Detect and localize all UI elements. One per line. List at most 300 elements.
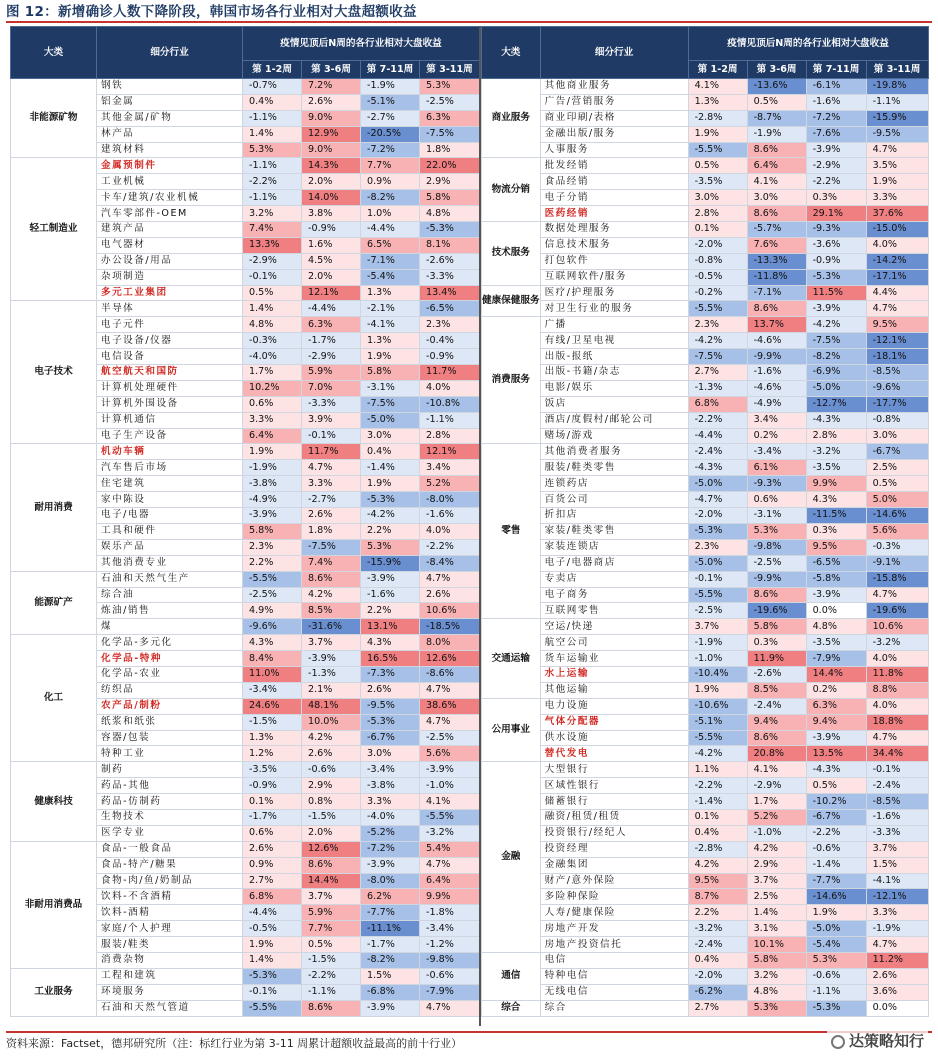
return-cell-period-4: 5.4% <box>420 841 480 857</box>
return-cell-period-3: -5.8% <box>806 571 866 587</box>
return-cell-period-3: -3.9% <box>806 142 866 158</box>
page-title: 图 12：新增确诊人数下降阶段，韩国市场各行业相对大盘超额收益 <box>6 2 932 23</box>
subindustry-cell: 投资银行/经纪人 <box>540 825 688 841</box>
subindustry-cell: 电子商务 <box>540 587 688 603</box>
return-cell-period-4: -1.6% <box>866 809 928 825</box>
return-cell-period-2: -9.3% <box>747 476 806 492</box>
return-cell-period-4: 2.6% <box>420 587 480 603</box>
table-row <box>482 984 929 1000</box>
return-cell-period-3: 2.2% <box>361 523 420 539</box>
return-cell-period-1: 1.4% <box>243 126 302 142</box>
return-cell-period-3: 0.5% <box>806 778 866 794</box>
return-cell-period-1: 4.8% <box>243 317 302 333</box>
return-cell-period-1: 1.9% <box>243 444 302 460</box>
return-cell-period-2: -1.9% <box>747 126 806 142</box>
return-cell-period-1: 5.3% <box>243 142 302 158</box>
return-cell-period-4: -1.2% <box>420 937 480 953</box>
subindustry-cell: 大型银行 <box>540 762 688 778</box>
subindustry-cell: 其他消费专业 <box>97 555 243 571</box>
table-row <box>482 539 929 555</box>
return-cell-period-3: 2.8% <box>806 428 866 444</box>
return-cell-period-4: -2.4% <box>866 778 928 794</box>
return-cell-period-1: -0.2% <box>688 285 747 301</box>
subindustry-cell: 互联网软件/服务 <box>540 269 688 285</box>
return-cell-period-2: 3.2% <box>747 968 806 984</box>
category-cell: 通信 <box>482 952 541 1000</box>
return-cell-period-1: 4.9% <box>243 603 302 619</box>
subindustry-cell: 电子设备/仪器 <box>97 333 243 349</box>
return-cell-period-4: -12.1% <box>866 889 928 905</box>
return-cell-period-4: 3.6% <box>866 984 928 1000</box>
return-cell-period-4: 2.5% <box>866 460 928 476</box>
return-cell-period-3: -1.9% <box>361 79 420 95</box>
return-cell-period-1: 6.8% <box>243 889 302 905</box>
table-row <box>482 396 929 412</box>
return-cell-period-1: -1.5% <box>243 714 302 730</box>
return-cell-period-2: -2.7% <box>302 492 361 508</box>
return-cell-period-3: -2.9% <box>806 158 866 174</box>
return-cell-period-2: 7.6% <box>747 237 806 253</box>
return-cell-period-2: 5.9% <box>302 365 361 381</box>
return-cell-period-2: -1.0% <box>747 825 806 841</box>
return-cell-period-3: -7.5% <box>361 396 420 412</box>
return-cell-period-4: -17.7% <box>866 396 928 412</box>
table-row <box>482 380 929 396</box>
return-cell-period-2: 8.5% <box>747 682 806 698</box>
category-cell: 非耐用消费品 <box>11 841 97 968</box>
table-row <box>482 746 929 762</box>
subindustry-cell: 家庭/个人护理 <box>97 921 243 937</box>
subindustry-cell: 住宅建筑 <box>97 476 243 492</box>
return-cell-period-4: -3.3% <box>866 825 928 841</box>
return-cell-period-1: 0.4% <box>688 825 747 841</box>
return-cell-period-3: 2.2% <box>361 603 420 619</box>
return-cell-period-3: 2.6% <box>361 682 420 698</box>
return-cell-period-4: 10.6% <box>866 619 928 635</box>
return-cell-period-3: -15.9% <box>361 555 420 571</box>
return-cell-period-1: -7.5% <box>688 349 747 365</box>
return-cell-period-3: -2.7% <box>361 110 420 126</box>
return-cell-period-2: -3.9% <box>302 651 361 667</box>
subindustry-cell: 半导体 <box>97 301 243 317</box>
return-cell-period-3: -12.7% <box>806 396 866 412</box>
return-cell-period-3: -1.6% <box>806 94 866 110</box>
subindustry-cell: 无线电信 <box>540 984 688 1000</box>
subindustry-cell: 广告/营销服务 <box>540 94 688 110</box>
return-cell-period-1: 0.4% <box>688 952 747 968</box>
return-cell-period-2: -7.1% <box>747 285 806 301</box>
return-cell-period-1: -1.9% <box>243 460 302 476</box>
return-cell-period-2: 0.3% <box>747 635 806 651</box>
subindustry-cell: 煤 <box>97 619 243 635</box>
return-cell-period-1: -1.1% <box>243 110 302 126</box>
return-cell-period-3: -7.6% <box>806 126 866 142</box>
return-cell-period-1: -2.4% <box>688 444 747 460</box>
return-cell-period-2: 3.0% <box>747 190 806 206</box>
return-cell-period-3: 7.7% <box>361 158 420 174</box>
return-cell-period-4: 8.0% <box>420 635 480 651</box>
subindustry-cell: 其他消费者服务 <box>540 444 688 460</box>
return-cell-period-4: 2.6% <box>866 968 928 984</box>
category-cell: 零售 <box>482 444 541 619</box>
subindustry-cell: 化学品-多元化 <box>97 635 243 651</box>
table-row <box>11 301 480 317</box>
return-cell-period-4: -15.9% <box>866 110 928 126</box>
subindustry-cell: 卡车/建筑/农业机械 <box>97 190 243 206</box>
return-cell-period-4: 5.6% <box>866 523 928 539</box>
return-cell-period-3: 1.3% <box>361 285 420 301</box>
return-cell-period-2: 7.4% <box>302 555 361 571</box>
return-cell-period-3: -2.2% <box>806 174 866 190</box>
category-cell: 金融 <box>482 762 541 953</box>
return-cell-period-4: 0.0% <box>866 1000 928 1016</box>
subindustry-cell: 航空航天和国防 <box>97 365 243 381</box>
return-cell-period-3: -5.3% <box>806 1000 866 1016</box>
return-cell-period-1: 1.7% <box>243 365 302 381</box>
return-cell-period-2: 6.3% <box>302 317 361 333</box>
return-cell-period-3: -3.9% <box>806 730 866 746</box>
return-cell-period-3: -3.9% <box>361 1000 420 1016</box>
return-cell-period-3: -7.7% <box>806 873 866 889</box>
table-row <box>482 571 929 587</box>
return-cell-period-3: -8.2% <box>361 190 420 206</box>
return-cell-period-2: -7.5% <box>302 539 361 555</box>
return-cell-period-1: -3.9% <box>243 508 302 524</box>
return-cell-period-1: -4.7% <box>688 492 747 508</box>
subindustry-cell: 医疗/护理服务 <box>540 285 688 301</box>
subindustry-cell: 货车运输业 <box>540 651 688 667</box>
return-cell-period-4: -0.8% <box>866 412 928 428</box>
return-cell-period-2: 2.9% <box>747 857 806 873</box>
return-cell-period-1: 4.2% <box>688 857 747 873</box>
subindustry-cell: 对卫生行业的服务 <box>540 301 688 317</box>
return-cell-period-2: 3.8% <box>302 206 361 222</box>
return-cell-period-2: 5.3% <box>747 1000 806 1016</box>
return-cell-period-4: -15.8% <box>866 571 928 587</box>
return-cell-period-2: 5.2% <box>747 809 806 825</box>
return-cell-period-1: 2.2% <box>688 905 747 921</box>
return-cell-period-1: 2.7% <box>688 1000 747 1016</box>
return-cell-period-4: -8.0% <box>420 492 480 508</box>
subindustry-cell: 专卖店 <box>540 571 688 587</box>
return-cell-period-3: -8.0% <box>361 873 420 889</box>
subindustry-cell: 生物技术 <box>97 809 243 825</box>
return-cell-period-2: 8.6% <box>747 587 806 603</box>
return-cell-period-4: 3.5% <box>866 158 928 174</box>
return-cell-period-1: 0.9% <box>243 857 302 873</box>
return-cell-period-3: 0.9% <box>361 174 420 190</box>
return-cell-period-2: -2.6% <box>747 666 806 682</box>
return-cell-period-3: 0.3% <box>806 190 866 206</box>
return-cell-period-4: 8.8% <box>866 682 928 698</box>
return-cell-period-2: -2.9% <box>747 778 806 794</box>
header-subindustry: 细分行业 <box>97 27 243 79</box>
subindustry-cell: 容器/包装 <box>97 730 243 746</box>
subindustry-cell: 机动车辆 <box>97 444 243 460</box>
return-cell-period-3: 0.4% <box>361 444 420 460</box>
header-period-4: 第 3-11周 <box>420 61 480 79</box>
return-cell-period-2: 12.6% <box>302 841 361 857</box>
return-cell-period-2: 10.1% <box>747 937 806 953</box>
return-cell-period-4: -8.6% <box>420 666 480 682</box>
return-cell-period-2: 6.1% <box>747 460 806 476</box>
return-cell-period-2: -2.9% <box>302 349 361 365</box>
return-cell-period-3: -10.2% <box>806 794 866 810</box>
return-cell-period-1: -5.5% <box>688 587 747 603</box>
return-cell-period-1: 5.8% <box>243 523 302 539</box>
return-cell-period-4: -1.0% <box>420 778 480 794</box>
return-cell-period-1: 9.5% <box>688 873 747 889</box>
return-cell-period-3: 0.0% <box>806 603 866 619</box>
table-row <box>482 794 929 810</box>
return-cell-period-1: 2.3% <box>243 539 302 555</box>
return-cell-period-3: -1.1% <box>806 984 866 1000</box>
return-cell-period-2: 2.9% <box>302 778 361 794</box>
return-cell-period-4: -9.8% <box>420 952 480 968</box>
subindustry-cell: 家中陈设 <box>97 492 243 508</box>
table-row <box>482 222 929 238</box>
return-cell-period-4: 6.3% <box>420 110 480 126</box>
return-cell-period-1: -2.0% <box>688 508 747 524</box>
return-cell-period-4: -1.6% <box>420 508 480 524</box>
return-cell-period-4: -1.1% <box>420 412 480 428</box>
header-period-1: 第 1-2周 <box>243 61 302 79</box>
return-cell-period-4: -1.9% <box>866 921 928 937</box>
return-cell-period-1: -5.0% <box>688 555 747 571</box>
return-cell-period-3: -6.9% <box>806 365 866 381</box>
subindustry-cell: 服装/鞋类 <box>97 937 243 953</box>
subindustry-cell: 互联网零售 <box>540 603 688 619</box>
return-cell-period-4: 0.5% <box>866 476 928 492</box>
return-cell-period-1: 8.7% <box>688 889 747 905</box>
return-cell-period-1: -1.1% <box>243 190 302 206</box>
return-cell-period-1: -2.0% <box>688 968 747 984</box>
return-cell-period-3: -1.4% <box>361 460 420 476</box>
return-cell-period-2: 7.0% <box>302 380 361 396</box>
return-cell-period-2: 4.2% <box>747 841 806 857</box>
table-row <box>482 1000 929 1016</box>
return-cell-period-2: 8.6% <box>747 206 806 222</box>
table-row <box>482 460 929 476</box>
subindustry-cell: 电力设施 <box>540 698 688 714</box>
subindustry-cell: 石油和天然气生产 <box>97 571 243 587</box>
return-cell-period-4: 3.4% <box>420 460 480 476</box>
return-cell-period-4: 2.9% <box>420 174 480 190</box>
return-cell-period-3: -7.3% <box>361 666 420 682</box>
category-cell: 物流分销 <box>482 158 541 222</box>
return-cell-period-4: -8.5% <box>866 365 928 381</box>
return-cell-period-1: -5.0% <box>688 476 747 492</box>
return-cell-period-2: 8.5% <box>302 603 361 619</box>
table-row <box>11 444 480 460</box>
return-cell-period-3: 1.9% <box>806 905 866 921</box>
return-cell-period-1: -2.5% <box>688 603 747 619</box>
return-cell-period-1: -0.7% <box>243 79 302 95</box>
return-cell-period-4: -9.6% <box>866 380 928 396</box>
return-cell-period-3: -5.0% <box>806 921 866 937</box>
return-cell-period-4: 5.8% <box>420 190 480 206</box>
return-cell-period-1: 4.3% <box>243 635 302 651</box>
return-cell-period-4: 4.4% <box>866 285 928 301</box>
return-cell-period-4: 4.0% <box>420 523 480 539</box>
return-cell-period-4: -7.5% <box>420 126 480 142</box>
return-cell-period-3: -5.1% <box>361 94 420 110</box>
return-cell-period-3: -6.5% <box>806 555 866 571</box>
subindustry-cell: 投资经理 <box>540 841 688 857</box>
subindustry-cell: 出版-报纸 <box>540 349 688 365</box>
subindustry-cell: 数据处理服务 <box>540 222 688 238</box>
return-cell-period-2: 3.7% <box>747 873 806 889</box>
return-cell-period-3: -2.2% <box>806 825 866 841</box>
return-cell-period-2: -1.3% <box>302 666 361 682</box>
return-cell-period-4: -3.3% <box>420 269 480 285</box>
return-cell-period-4: -12.1% <box>866 333 928 349</box>
return-cell-period-1: -5.3% <box>243 968 302 984</box>
return-cell-period-1: -5.5% <box>243 1000 302 1016</box>
return-cell-period-3: -3.8% <box>361 778 420 794</box>
return-cell-period-3: -7.2% <box>361 841 420 857</box>
return-cell-period-4: -5.5% <box>420 809 480 825</box>
subindustry-cell: 财产/意外保险 <box>540 873 688 889</box>
return-cell-period-1: 13.3% <box>243 237 302 253</box>
return-cell-period-1: -5.5% <box>243 571 302 587</box>
table-row <box>482 555 929 571</box>
return-cell-period-4: -15.0% <box>866 222 928 238</box>
return-cell-period-4: 4.1% <box>420 794 480 810</box>
subindustry-cell: 汽车零部件-OEM <box>97 206 243 222</box>
return-cell-period-1: -2.8% <box>688 841 747 857</box>
subindustry-cell: 商业印刷/表格 <box>540 110 688 126</box>
subindustry-cell: 钢铁 <box>97 79 243 95</box>
subindustry-cell: 电子元件 <box>97 317 243 333</box>
category-cell: 交通运输 <box>482 619 541 698</box>
category-cell: 健康保健服务 <box>482 285 541 317</box>
return-cell-period-1: 1.9% <box>243 937 302 953</box>
return-cell-period-3: 14.4% <box>806 666 866 682</box>
category-cell: 耐用消费 <box>11 444 97 571</box>
return-cell-period-1: 3.0% <box>688 190 747 206</box>
return-cell-period-4: -1.1% <box>866 94 928 110</box>
return-cell-period-4: -3.9% <box>420 762 480 778</box>
return-cell-period-2: -0.6% <box>302 762 361 778</box>
return-cell-period-2: 0.6% <box>747 492 806 508</box>
return-cell-period-2: 14.3% <box>302 158 361 174</box>
return-cell-period-2: 3.7% <box>302 889 361 905</box>
return-cell-period-1: -0.1% <box>243 269 302 285</box>
return-cell-period-4: -19.6% <box>866 603 928 619</box>
return-cell-period-3: 3.3% <box>361 794 420 810</box>
subindustry-cell: 铝金属 <box>97 94 243 110</box>
table-row <box>11 158 480 174</box>
return-cell-period-1: 3.3% <box>243 412 302 428</box>
subindustry-cell: 综合油 <box>97 587 243 603</box>
subindustry-cell: 纸浆和纸张 <box>97 714 243 730</box>
return-cell-period-2: 8.6% <box>747 730 806 746</box>
return-cell-period-3: 0.3% <box>806 523 866 539</box>
return-cell-period-3: -0.6% <box>806 841 866 857</box>
return-cell-period-3: -5.0% <box>361 412 420 428</box>
return-cell-period-2: 6.4% <box>747 158 806 174</box>
table-row <box>482 603 929 619</box>
return-cell-period-1: 3.2% <box>243 206 302 222</box>
subindustry-cell: 药品-其他 <box>97 778 243 794</box>
return-cell-period-3: -7.5% <box>806 333 866 349</box>
return-cell-period-2: 3.4% <box>747 412 806 428</box>
return-cell-period-1: 1.3% <box>688 94 747 110</box>
return-cell-period-1: -0.8% <box>688 253 747 269</box>
subindustry-cell: 计算机处理硬件 <box>97 380 243 396</box>
return-cell-period-3: 6.5% <box>361 237 420 253</box>
subindustry-cell: 金融集团 <box>540 857 688 873</box>
subindustry-cell: 人寿/健康保险 <box>540 905 688 921</box>
return-cell-period-1: 1.9% <box>688 126 747 142</box>
table-row <box>482 349 929 365</box>
return-cell-period-2: -1.1% <box>302 984 361 1000</box>
return-cell-period-1: -4.0% <box>243 349 302 365</box>
return-cell-period-1: -3.4% <box>243 682 302 698</box>
return-cell-period-4: 4.7% <box>420 857 480 873</box>
subindustry-cell: 电子分销 <box>540 190 688 206</box>
return-cell-period-4: 13.4% <box>420 285 480 301</box>
table-row <box>482 937 929 953</box>
table-row <box>482 952 929 968</box>
return-cell-period-1: -2.5% <box>243 587 302 603</box>
return-cell-period-4: -18.5% <box>420 619 480 635</box>
return-cell-period-4: 9.5% <box>866 317 928 333</box>
return-cell-period-4: 5.2% <box>420 476 480 492</box>
return-cell-period-1: 2.8% <box>688 206 747 222</box>
return-cell-period-4: -0.1% <box>866 762 928 778</box>
return-cell-period-2: 3.3% <box>302 476 361 492</box>
return-cell-period-4: -0.3% <box>866 539 928 555</box>
subindustry-cell: 计算机外围设备 <box>97 396 243 412</box>
return-cell-period-2: 2.0% <box>302 825 361 841</box>
return-cell-period-4: 22.0% <box>420 158 480 174</box>
return-cell-period-3: -4.4% <box>361 222 420 238</box>
header-period-3: 第 7-11周 <box>361 61 420 79</box>
return-cell-period-1: 11.0% <box>243 666 302 682</box>
return-cell-period-3: 0.2% <box>806 682 866 698</box>
return-cell-period-4: 1.9% <box>866 174 928 190</box>
return-cell-period-3: 4.3% <box>361 635 420 651</box>
return-cell-period-4: -2.6% <box>420 253 480 269</box>
return-cell-period-2: 2.6% <box>302 508 361 524</box>
return-cell-period-2: 4.5% <box>302 253 361 269</box>
return-cell-period-4: -19.8% <box>866 79 928 95</box>
return-cell-period-1: 10.2% <box>243 380 302 396</box>
return-cell-period-1: -10.6% <box>688 698 747 714</box>
subindustry-cell: 石油和天然气管道 <box>97 1000 243 1016</box>
return-cell-period-3: -8.2% <box>806 349 866 365</box>
return-cell-period-4: 11.2% <box>866 952 928 968</box>
subindustry-cell: 服装/鞋类零售 <box>540 460 688 476</box>
table-row <box>482 126 929 142</box>
return-cell-period-1: -2.9% <box>243 253 302 269</box>
return-cell-period-3: -0.9% <box>806 253 866 269</box>
return-cell-period-2: 4.2% <box>302 587 361 603</box>
return-cell-period-3: -6.7% <box>361 730 420 746</box>
return-cell-period-2: 5.8% <box>747 619 806 635</box>
return-cell-period-1: 2.7% <box>243 873 302 889</box>
category-cell: 商业服务 <box>482 79 541 158</box>
subindustry-cell: 空运/快递 <box>540 619 688 635</box>
return-cell-period-3: -1.7% <box>361 937 420 953</box>
return-cell-period-1: -1.7% <box>243 809 302 825</box>
return-cell-period-1: -2.2% <box>243 174 302 190</box>
return-cell-period-3: -5.3% <box>806 269 866 285</box>
table-row <box>482 428 929 444</box>
return-cell-period-2: 5.3% <box>747 523 806 539</box>
